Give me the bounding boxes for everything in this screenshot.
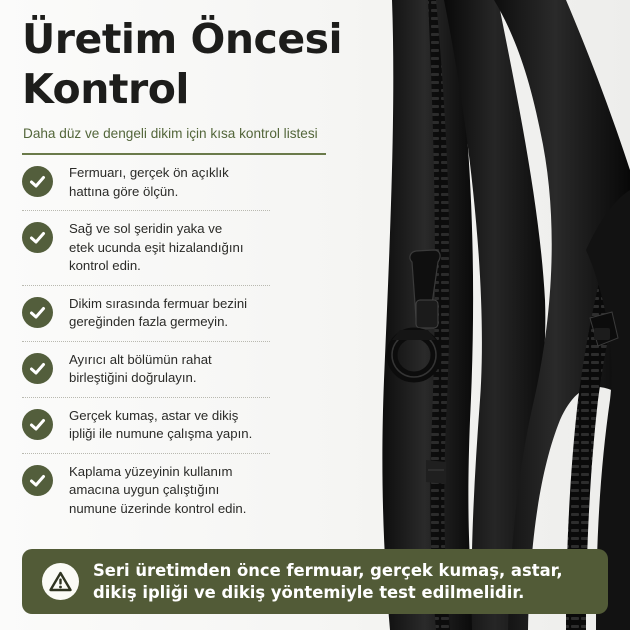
checklist-item-text: Sağ ve sol şeridin yaka ve etek ucunda eşit hizalandığını kontrol edin. xyxy=(69,221,244,273)
checklist-item-text: Ayırıcı alt bölümün rahat birleştiğini doğrulayın. xyxy=(69,351,212,385)
checklist-item-4 xyxy=(22,341,270,397)
check-circle-icon xyxy=(22,465,53,496)
check-circle-icon xyxy=(22,409,53,440)
checklist-item-1 xyxy=(22,164,270,210)
title-divider xyxy=(22,153,326,155)
page-title xyxy=(22,14,342,114)
check-circle-icon xyxy=(22,222,53,253)
warning-banner-text: Seri üretimden önce fermuar, gerçek kumaş, astar, dikiş ipliği ve dikiş yöntemiyle test edilmelidir. xyxy=(93,560,563,602)
checklist xyxy=(22,164,270,527)
checklist-item-2 xyxy=(22,210,270,285)
checklist-item-text: Kaplama yüzeyinin kullanım amacına uygun çalıştığını numune üzerinde kontrol edin. xyxy=(69,463,247,516)
checklist-item-3 xyxy=(22,285,270,341)
check-circle-icon xyxy=(22,166,53,197)
warning-triangle-icon xyxy=(42,563,79,600)
page-title-line-2: Kontrol xyxy=(22,65,189,113)
checklist-item-text: Gerçek kumaş, astar ve dikiş ipliği ile numune çalışma yapın. xyxy=(69,407,253,441)
page-subtitle: Daha düz ve dengeli dikim için kısa kontrol listesi xyxy=(23,126,318,141)
checklist-item-text: Dikim sırasında fermuar bezini gereğinden fazla germeyin. xyxy=(69,295,248,329)
checklist-item-6 xyxy=(22,453,270,528)
checklist-item-5 xyxy=(22,397,270,453)
page-title-line-1: Üretim Öncesi xyxy=(22,15,343,63)
check-circle-icon xyxy=(22,353,53,384)
check-circle-icon xyxy=(22,297,53,328)
checklist-item-text: Fermuarı, gerçek ön açıklık hattına göre ölçün. xyxy=(69,165,229,199)
warning-banner xyxy=(22,549,608,614)
